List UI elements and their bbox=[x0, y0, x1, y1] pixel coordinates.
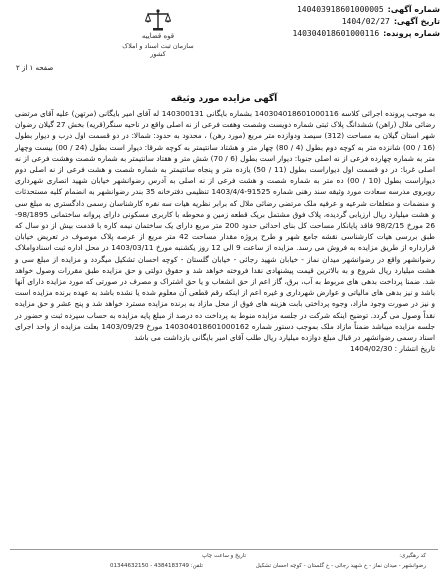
notice-date-value: 1404/02/27 bbox=[341, 17, 390, 26]
footer bbox=[0, 553, 448, 573]
notice-date-row bbox=[220, 16, 440, 28]
org-title: قوه قضاییه bbox=[141, 32, 175, 40]
judiciary-emblem bbox=[122, 8, 194, 58]
scales-emblem-icon bbox=[145, 8, 171, 32]
notice-body bbox=[15, 108, 435, 354]
notice-number-row bbox=[220, 4, 440, 16]
footer-center-note: تاریخ و ساعت چاپ bbox=[201, 553, 247, 559]
footer-phone: تلفن: 4384183749 - 01344632150 bbox=[110, 563, 203, 569]
publish-date: تاریخ انتشار : 1404/02/30 bbox=[349, 344, 435, 354]
notice-body-text: به موجب پرونده اجرائی کلاسه 140304018601000116 بشماره بایگانی 140300131 له آقای امیر بایگانی (مرتهن) علیه آقای مرتضی رضائی ملال (راهن) ششدانگ پلاک ثبتی شماره دویست وشصت وهفت فرعی از نه اصلی واقع در ناحیه سنگر(قریه) بخش 27 گیلان رضوان شهر استان گیلان به مساحت (312) سیصد ودوازده متر مربع (مورد رهن) ، محدود به حدود: شمالا: در دو قسمت اول درب و دیوار بطول (16 / 00) شانزده متر به کوچه دوم بطول (4 / 80) چهار متر و هشتاد سانتیمتر به کوچه شرقا: دیوار است بطول (24 / 00) بیست وچهار متر به شماره چهارده فرعی از نه اصلی جنوبا: دیوار است بطول (6 / 70) شش متر و هفتاد سانتیمتر به شماره شصت وهشت فرعی از نه اصلی غربا: در دو قسمت اول دیواراست بطول (11 / 50) یازده متر و پنجاه سانتیمتر به شماره شصت و هشت فرعی از نه اصلی دوم دیواراست بطول (10 / 00) ده متر به شماره شصت و هشت فرعی از نه اصلی به آدرس رضوانشهر خیابان شهید انصاری شهرداری روبروی مدرسه سعادت مورد وثیقه سند رهنی شماره 91525-1403/4/4 تنظیمی دفترخانه 35 بندر رضوانشهر به انضمام کلیه مستحدثات و منضمات و متعلقات شرعیه و عرفیه ملک مرتضی رضائی ملال که برابر نظریه هیات سه نفره کارشناسان رسمی دادگستری به مبلغ سی و هشت میلیارد ریال ارزیابی گردیده، پلاک فوق مشتمل بریک قطعه زمین و محوطه با کاربری مسکونی دارای پروانه ساختمانی 98/1895-26 مورخ 98/2/15 فاقد پایانکار مساحت کل بنای احداثی حدود 200 متر مربع دارای یک ساختمان نیمه کاره با قدمت بیش از دو سال که طبق بررسی هیات کارشناسی نقشه جامع شهر و طرح پروژه مقدار مساحت 42 متر مربع از عرصه پلاک موصوف در تعریض خیابان قرارداره از طریق مزایده به فروش می رسد. مزایده از ساعت 9 الی 12 روز یکشنبه مورخ 1403/03/11 در محل اداره ثبت اسنادواملاک رضوانشهر واقع در رضوانشهر میدان نماز - خیابان شهید رجائی - خیابان گلستان - کوچه احسان تشکیل میگردد و مزایده از مبلغ سی و هشت میلیارد ریال شروع و به بالاترین قیمت پیشنهادی نقدا فروخته خواهد شد و حقوق دولتی و حق مزایده طبق مقررات وصول خواهد شد. ضمنا پرداخت بدهی های مربوط به آب، برق، گاز اعم از حق انشعاب و یا حق اشتراک و مصرف در صورتی که مورد مزایده دارای آنها باشد و نیز بدهی های مالیاتی و عوارض شهرداری و غیره اعم از اینکه رقم قطعی آن معلوم شده یا نشده باشد به عهده برنده مزایده است و نیز در صورت وجود مازاد، وجوه پرداختی بابت هزینه های فوق از محل مازاد به برنده مزایده مسترد خواهد شد و پنج عشر و حق مزایده نقداً وصول می گردد. توضیح اینکه شرکت در جلسه مزایده منوط به پرداخت ده درصد از مبلغ پایه مزایده به حساب سپرده ثبت و حضور در جلسه مزایده میباشد ضمناً مازاد ملک بموجب دستور شماره 140304018601000162 مورخ 1403/09/29 بعلت مزایده از واحد اجرای اسناد رسمی رضوانشهر در قبال مبلغ دوازده میلیارد ریال طلب آقای امیر بایگانی بازداشت می باشد bbox=[15, 109, 436, 343]
notice-number-value: 140403918601000005 bbox=[296, 5, 384, 14]
notice-number-label: شماره آگهی: bbox=[387, 5, 440, 14]
page-number: صفحه ۱ از ۲ bbox=[16, 64, 54, 72]
footer-address: رضوانشهر - میدان نماز - خ شهید رجائی - خ گلستان - کوچه احسان تشکیل bbox=[255, 563, 426, 569]
footer-ref-code: کد رهگیری: bbox=[399, 553, 426, 559]
org-subtitle: سازمان ثبت اسناد و املاک کشور bbox=[122, 42, 194, 58]
file-number-row bbox=[220, 28, 440, 40]
file-number-label: شماره پرونده: bbox=[383, 29, 440, 38]
notice-title: آگهی مزایده مورد وثیقه bbox=[170, 94, 278, 104]
footer-divider bbox=[10, 549, 438, 550]
notice-meta bbox=[220, 4, 440, 40]
file-number-value: 140304018601000116 bbox=[292, 29, 380, 38]
notice-date-label: تاریخ آگهی: bbox=[393, 17, 440, 26]
